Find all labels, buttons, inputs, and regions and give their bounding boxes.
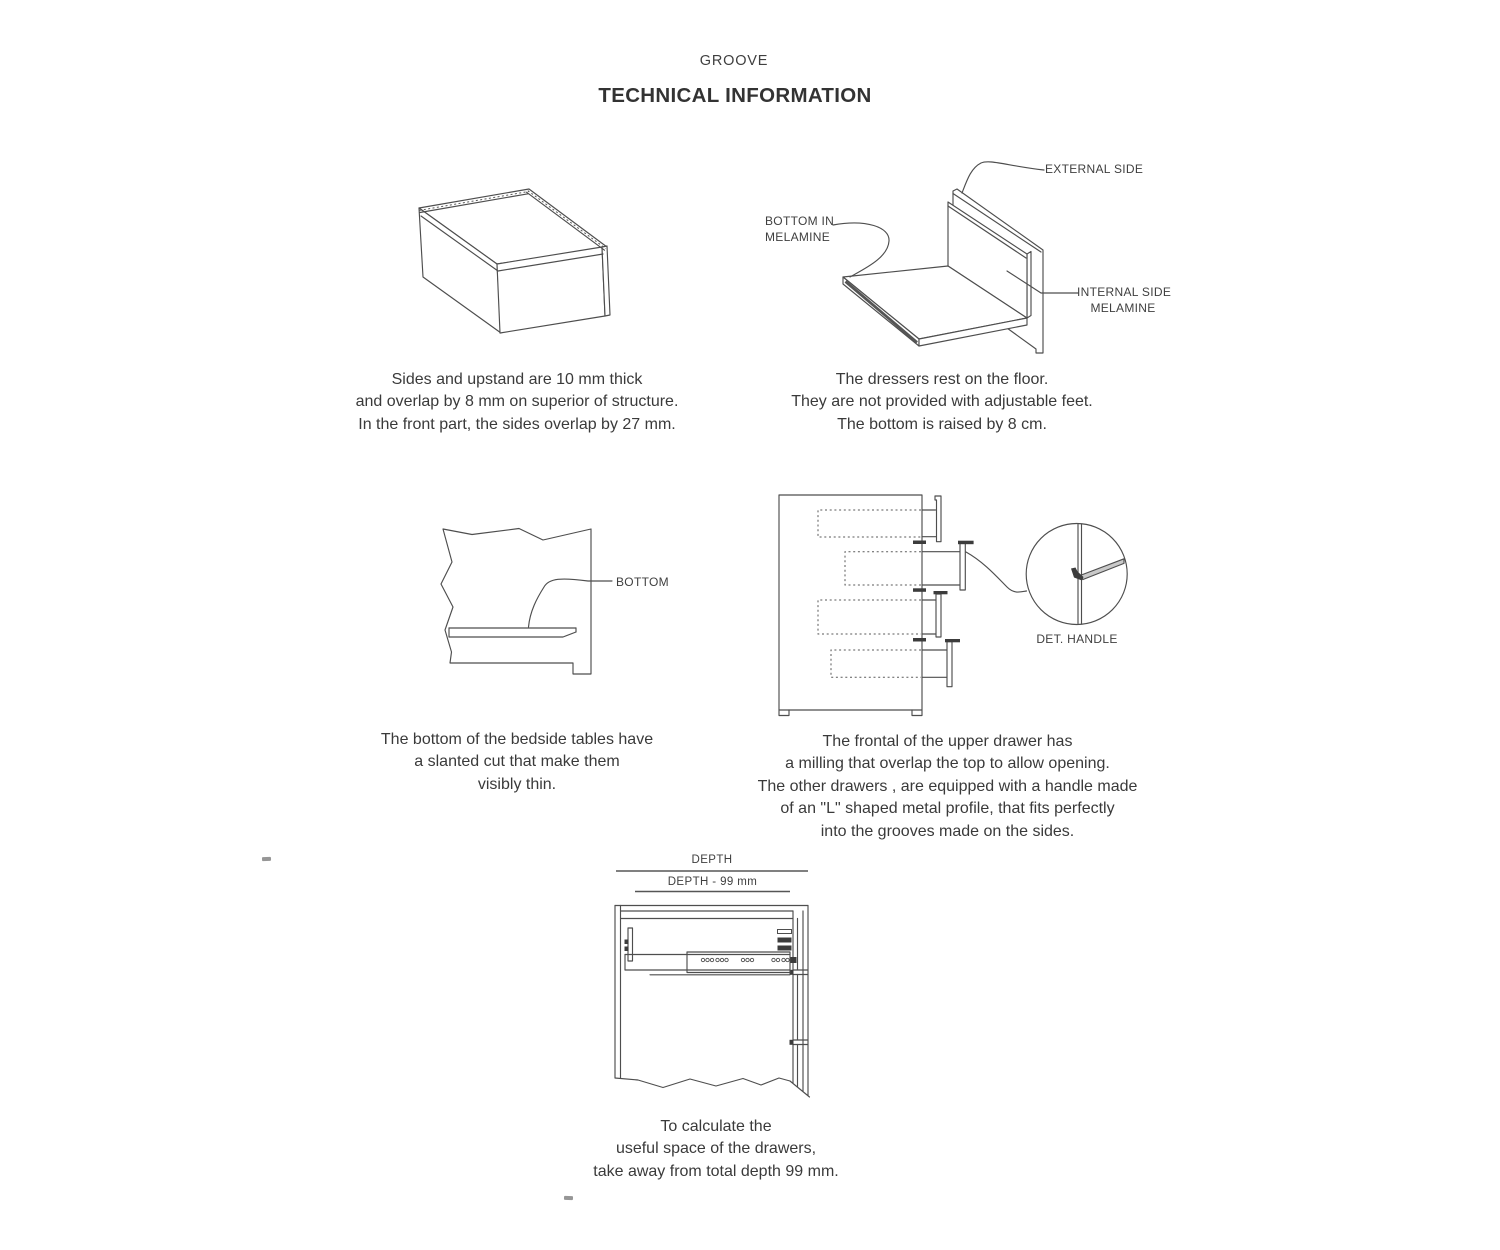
drawer-slide-rail <box>625 928 797 975</box>
side-panel-section <box>441 529 591 675</box>
drawer-front-3 <box>922 591 948 637</box>
caption-drawers <box>750 731 1145 843</box>
caption-line: of an "L" shaped metal profile, that fits perfectly <box>780 800 1115 818</box>
caption-line: a slanted cut that make them <box>414 753 620 771</box>
detail-leader-line <box>966 552 1027 592</box>
depth-section-drawing <box>600 852 842 1100</box>
caption-line: The other drawers , are equipped with a handle made <box>757 777 1138 795</box>
caption-line: visibly thin. <box>477 775 557 793</box>
label-line: MELAMINE <box>765 230 831 244</box>
groove-tick-3 <box>913 638 926 642</box>
caption-line: To calculate the <box>660 1118 772 1135</box>
screw-slot <box>778 930 792 934</box>
label-line: MELAMINE <box>1090 301 1156 315</box>
caption-line: into the grooves made on the sides. <box>820 822 1075 840</box>
label-internal-side-melamine <box>1077 284 1172 316</box>
drawer-front-1 <box>922 496 941 542</box>
caption-structure <box>327 369 707 436</box>
caption-line: and overlap by 8 mm on superior of structure. <box>355 393 679 411</box>
label-line: BOTTOM IN <box>765 214 835 228</box>
drawer-fronts-stack <box>793 911 808 1087</box>
drawer-front-4 <box>922 639 960 687</box>
screw-1 <box>778 938 792 943</box>
caption-line: Sides and upstand are 10 mm thick <box>391 371 643 388</box>
dresser-feet <box>779 710 922 716</box>
brand-text: GROOVE <box>699 53 769 69</box>
label-line: INTERNAL SIDE <box>1077 285 1172 299</box>
caption-line: The bottom is raised by 8 cm. <box>837 415 1047 433</box>
dimension-lines <box>616 871 808 892</box>
caption-depth-calc <box>530 1116 902 1183</box>
scan-speck <box>262 857 271 861</box>
front-tick-2 <box>790 1040 794 1045</box>
rail-holes <box>701 958 789 961</box>
groove-tick-1 <box>913 541 926 545</box>
caption-line: In the front part, the sides overlap by 27 mm. <box>358 415 676 433</box>
caption-bedside-bottom <box>327 729 707 796</box>
caption-line: The frontal of the upper drawer has <box>822 733 1073 750</box>
structure-isometric-drawing <box>400 180 720 355</box>
caption-line: The dressers rest on the floor. <box>835 371 1049 388</box>
bottom-cut-drawing <box>430 515 680 690</box>
page-title: TECHNICAL INFORMATION <box>598 84 872 107</box>
caption-line: useful space of the drawers, <box>615 1140 817 1158</box>
label-depth-99: DEPTH - 99 mm <box>667 876 758 888</box>
corner-detail-drawing <box>750 150 1180 375</box>
groove-tick-2 <box>913 588 926 592</box>
screw-2 <box>778 946 792 951</box>
label-depth: DEPTH <box>691 854 733 866</box>
label-det-handle: DET. HANDLE <box>1036 632 1118 646</box>
caption-line: The bottom of the bedside tables have <box>380 731 654 748</box>
label-bottom-in-melamine <box>765 213 834 245</box>
drawer-front-2 <box>922 541 974 590</box>
scan-speck <box>564 1196 573 1200</box>
drawer-section-drawing <box>770 485 1142 720</box>
caption-line: take away from total depth 99 mm. <box>593 1162 839 1180</box>
label-bottom: BOTTOM <box>616 575 669 589</box>
caption-dressers <box>757 369 1127 436</box>
rail-end-block <box>791 957 797 963</box>
label-external-side: EXTERNAL SIDE <box>1045 162 1144 176</box>
caption-line: They are not provided with adjustable feet. <box>791 393 1093 411</box>
caption-line: a milling that overlap the top to allow opening. <box>785 755 1110 773</box>
break-line <box>615 1078 810 1097</box>
handle-detail-circle <box>1026 524 1127 625</box>
